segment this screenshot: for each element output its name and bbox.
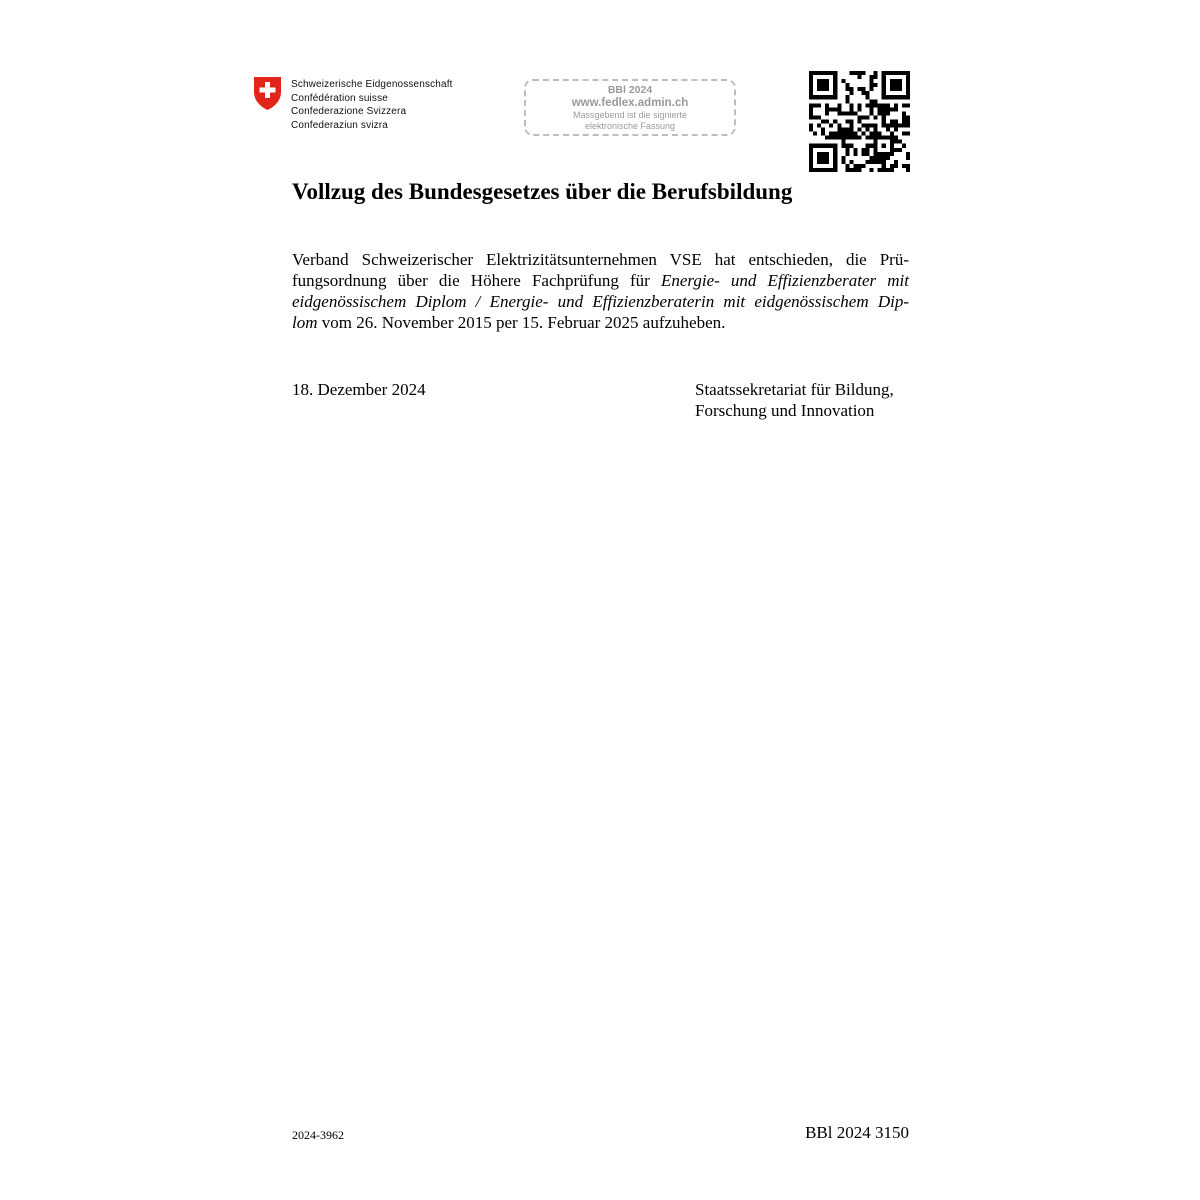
body-paragraph	[292, 249, 909, 333]
agency-name-rm: Confederaziun svizra	[291, 119, 388, 131]
document-number: 2024-3962	[292, 1128, 344, 1142]
paragraph-line-1: Verband Schweizerischer Elektrizitätsunternehmen VSE hat entschieden, die Prü-	[292, 250, 909, 269]
bbl-reference: BBl 2024 3150	[805, 1123, 909, 1142]
paragraph-line-4	[292, 312, 909, 333]
paragraph-line-2-plain: fungsordnung über die Höhere Fachprüfung für	[292, 271, 661, 290]
qr-code-icon	[809, 71, 910, 172]
authority-line-2: Forschung und Innovation	[695, 401, 875, 420]
paragraph-line-3-italic: eidgenössischem Diplom / Energie- und Effizienzberaterin mit eidgenössischem Dip-	[292, 292, 909, 311]
document-title: Vollzug des Bundesgesetzes über die Berufsbildung	[292, 179, 793, 204]
publication-stamp	[524, 79, 736, 136]
stamp-note-1: Massgebend ist die signierte	[572, 110, 688, 120]
paragraph-line-4-italic: lom	[292, 313, 318, 332]
agency-name-de: Schweizerische Eidgenossenschaft	[291, 79, 453, 90]
agency-name-fr: Confédération suisse	[291, 92, 388, 104]
paragraph-line-2-italic: Energie- und Effizienzberater mit	[660, 271, 909, 290]
stamp-note-2: elektronische Fassung	[584, 121, 676, 131]
issuing-authority	[695, 379, 894, 421]
authority-line-1: Staatssekretariat für Bildung,	[695, 380, 894, 399]
swiss-coat-of-arms-icon	[253, 76, 282, 111]
issue-date: 18. Dezember 2024	[292, 380, 426, 399]
paragraph-line-2	[292, 270, 909, 291]
agency-names	[291, 78, 453, 132]
paragraph-line-3	[292, 291, 909, 312]
agency-name-it: Confederazione Svizzera	[291, 106, 407, 117]
stamp-bbl: BBl 2024	[607, 84, 653, 96]
paragraph-line-4-plain: vom 26. November 2015 per 15. Februar 2025 aufzuheben.	[317, 313, 726, 332]
stamp-url: www.fedlex.admin.ch	[571, 97, 689, 109]
